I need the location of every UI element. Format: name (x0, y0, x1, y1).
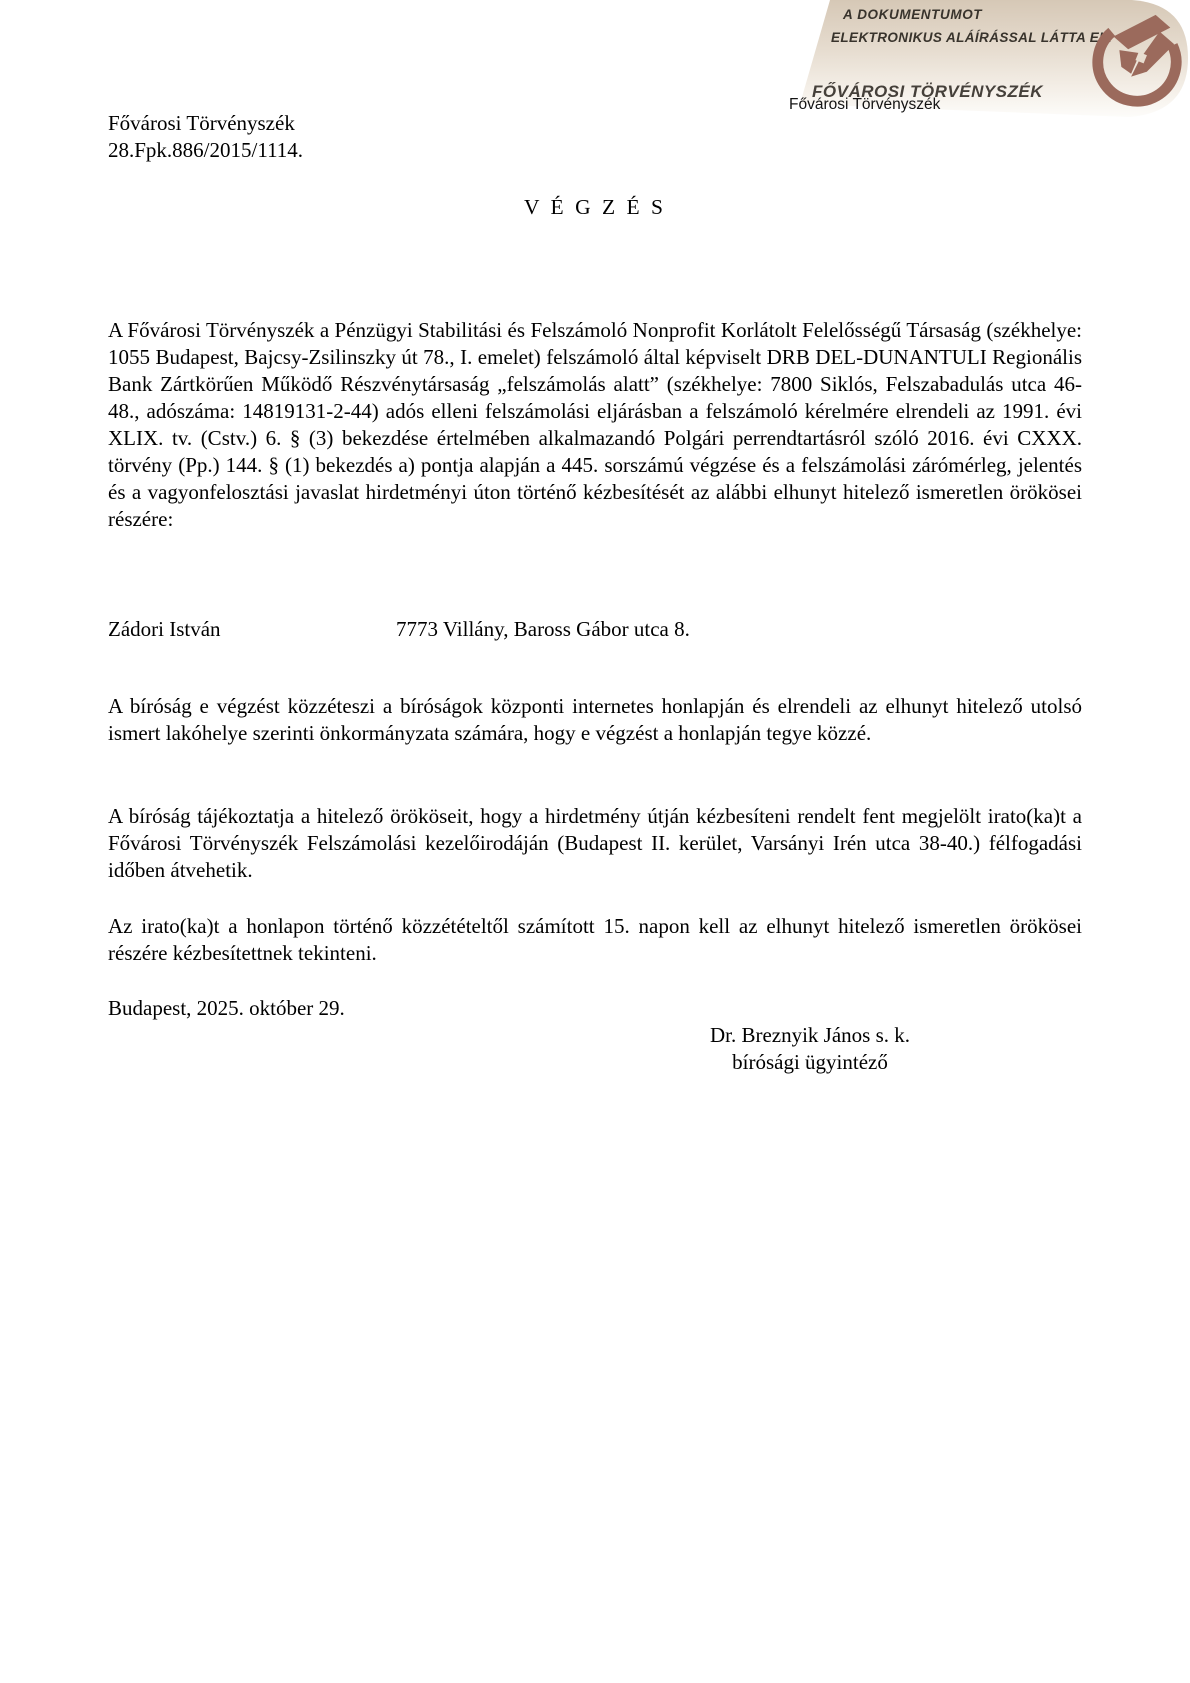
court-name: Fővárosi Törvényszék (108, 111, 295, 135)
creditor-name: Zádori István (108, 617, 221, 641)
signer-name-overlay: Fővárosi Törvényszék (789, 96, 941, 113)
creditor-row (108, 616, 1082, 643)
document-title: V É G Z É S (524, 195, 666, 219)
paragraph-pickup-info: A bíróság tájékoztatja a hitelező örököseit, hogy a hirdetmény útján kézbesíteni rendelt fent megjelölt irato(ka)t a Fővárosi Törvényszék Felszámolási kezelőirodáján (Budapest II. kerület, Varsányi Irén utca 38-40.) félfogadási időben átvehetik. (108, 804, 1082, 882)
stamp-text-court-name: FŐVÁROSI TÖRVÉNYSZÉK (812, 82, 1044, 101)
paragraph-publication: A bíróság e végzést közzéteszi a bíróságok központi internetes honlapján és elrendeli az elhunyt hitelező utolsó ismert lakóhelye szerinti önkormányzata számára, hogy e végzést a honlapján tegye közzé. (108, 694, 1082, 745)
paragraph-deemed-served: Az irato(ka)t a honlapon történő közzétételtől számított 15. napon kell az elhunyt hitelező ismeretlen örökösei részére kézbesítettnek tekinteni. (108, 914, 1082, 965)
court-emblem-logo-icon (1088, 8, 1186, 110)
case-number: 28.Fpk.886/2015/1114. (108, 138, 304, 162)
document-header (108, 110, 1082, 164)
signer-title: bírósági ügyintéző (732, 1050, 888, 1074)
signer-name: Dr. Breznyik János s. k. (709, 1023, 911, 1047)
paragraph-ruling: A Fővárosi Törvényszék a Pénzügyi Stabilitási és Felszámoló Nonprofit Korlátolt Felelősségű Társaság (székhelye: 1055 Budapest, Bajcsy-Zsilinszky út 78., I. emelet) felszámoló által képviselt DRB DEL-DUNANTULI Regionális Bank Zártkörűen Működő Részvénytársaság „felszámolás alatt” (székhelye: 7800 Siklós, Felszabadulás utca 46-48., adószáma: 14819131-2-44) adós elleni felszámolási eljárásban a felszámoló kérelmére elrendeli az 1991. évi XLIX. tv. (Cstv.) 6. § (3) bekezdése értelmében alkalmazandó Polgári perrendtartásról szóló 2016. évi CXXX. törvény (Pp.) 144. § (1) bekezdés a) pontja alapján a 445. sorszámú végzése és a felszámolási zárómérleg, jelentés és a vagyonfelosztási javaslat hirdetményi úton történő kézbesítését az alábbi elhunyt hitelező ismeretlen örökösei részére: (108, 318, 1082, 531)
creditor-address: 7773 Villány, Baross Gábor utca 8. (396, 617, 690, 641)
date-line: Budapest, 2025. október 29. (108, 996, 345, 1020)
signature-block (560, 1022, 1060, 1076)
stamp-text-line1: A DOKUMENTUMOT (843, 7, 983, 22)
stamp-text-line2: ELEKTRONIKUS ALÁÍRÁSSAL LÁTTA EL: (831, 30, 1113, 45)
